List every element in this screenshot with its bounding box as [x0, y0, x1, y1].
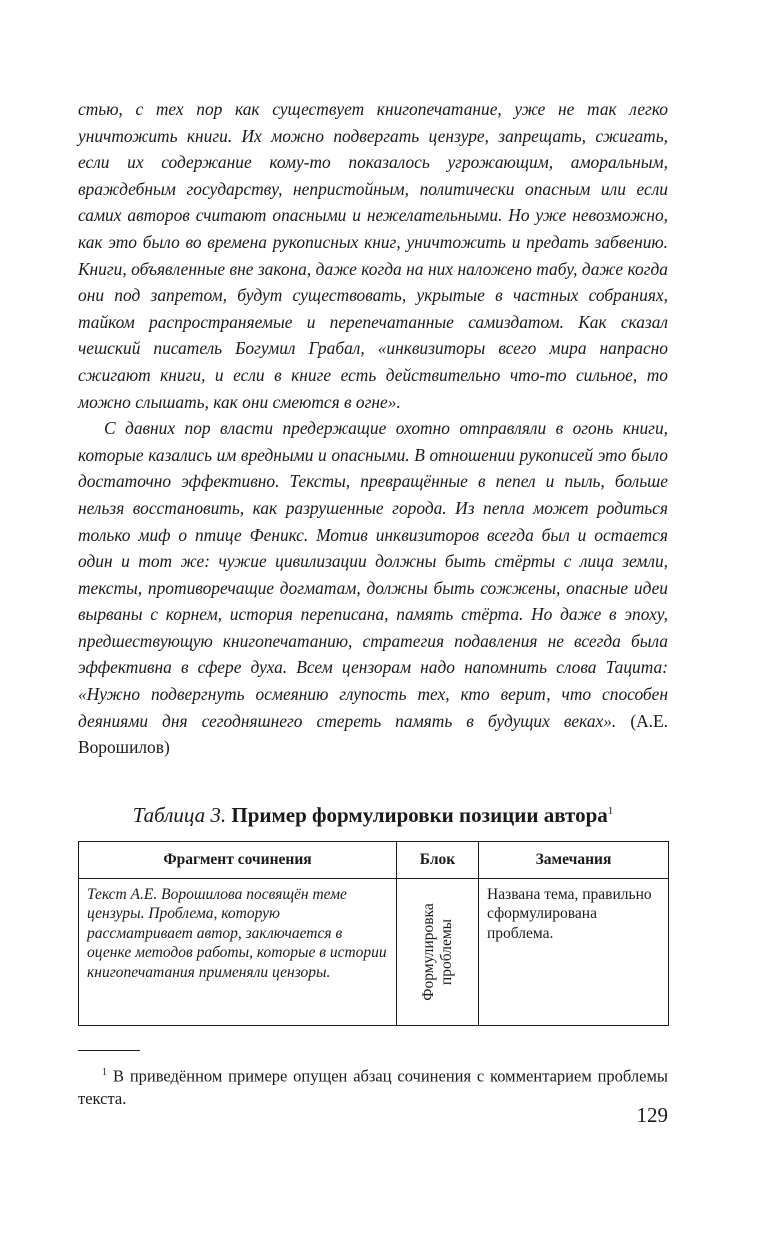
body-paragraph-1: стью, с тех пор как существует книгопечатание, уже не так легко уничтожить книги. Их можно подвергать цензуре, запрещать, сжигать, если их содержание кому-то показалось угрожающим, аморальным, враждебным государству, непристойным, политически опасным или если самих авторов считают опасными и нежелательными. Но уже невозможно, как это было во времена рукописных книг, уничтожить и предать забвению. Книги, объявленные вне закона, даже когда на них наложено табу, даже когда они под запретом, будут существовать, укрытые в частных собраниях, тайком распространяемые и перепечатанные самиздатом. Как сказал чешский писатель Богумил Грабал, «инквизиторы всего мира напрасно сжигают книги, и если в книге есть действительно что-то сильное, то можно слышать, как они смеются в огне».: [78, 99, 668, 412]
body-paragraph-2: [78, 415, 668, 761]
footnote-divider: [78, 1050, 140, 1051]
header-notes: Замечания: [479, 841, 669, 878]
table-caption-title: Пример формулировки позиции автора: [231, 802, 608, 827]
cell-fragment: Текст А.Е. Ворошилова посвящён теме цензуры. Проблема, которую рассматривает автор, заключается в оценке методов работы, которые в истории книгопечатания применяли цензоры.: [79, 878, 397, 1025]
table-caption-footnote-mark: 1: [607, 804, 614, 817]
footnote: [78, 1061, 668, 1111]
cell-block-rotated-text: Формулировка проблемы: [419, 903, 455, 1001]
table-caption-label: Таблица 3.: [132, 802, 227, 827]
table-row: [79, 878, 669, 1025]
header-block: Блок: [397, 841, 479, 878]
table-header-row: [79, 841, 669, 878]
example-table: [78, 841, 669, 1026]
page-number: 129: [636, 1103, 668, 1127]
paragraph-2-text: С давних пор власти предержащие охотно отправляли в огонь книги, которые казались им вредными и опасными. В отношении рукописей это было достаточно эффективно. Тексты, превращённые в пепел и пыль, больше нельзя восстановить, как разрушенные города. Из пепла может родиться только миф о птице Феникс. Мотив инквизиторов всегда был и остается один и тот же: чужие цивилизации должны быть стёрты с лица земли, тексты, противоречащие догматам, должны быть сожжены, опасные идеи вырваны с корнем, история переписана, память стёрта. Но даже в эпоху, предшествующую книгопечатанию, стратегия подавления не всегда была эффективна в сфере духа. Всем цензорам надо напомнить слова Тацита: «Нужно подвергнуть осмеянию глупость тех, кто верит, что способен деяниями дня сегодняшнего стереть память в будущих веках».: [78, 418, 668, 731]
table-caption: [78, 797, 668, 829]
page-body: [78, 96, 668, 1110]
footnote-text: В приведённом примере опущен абзац сочинения с комментарием проблемы текста.: [78, 1066, 668, 1109]
cell-notes: Названа тема, правильно сформулирована проблема.: [479, 878, 669, 1025]
cell-block: [397, 878, 479, 1025]
footnote-mark: 1: [102, 1066, 107, 1078]
paragraph-2-author: (А.Е. Ворошилов): [78, 710, 668, 758]
header-fragment: Фрагмент сочинения: [79, 841, 397, 878]
